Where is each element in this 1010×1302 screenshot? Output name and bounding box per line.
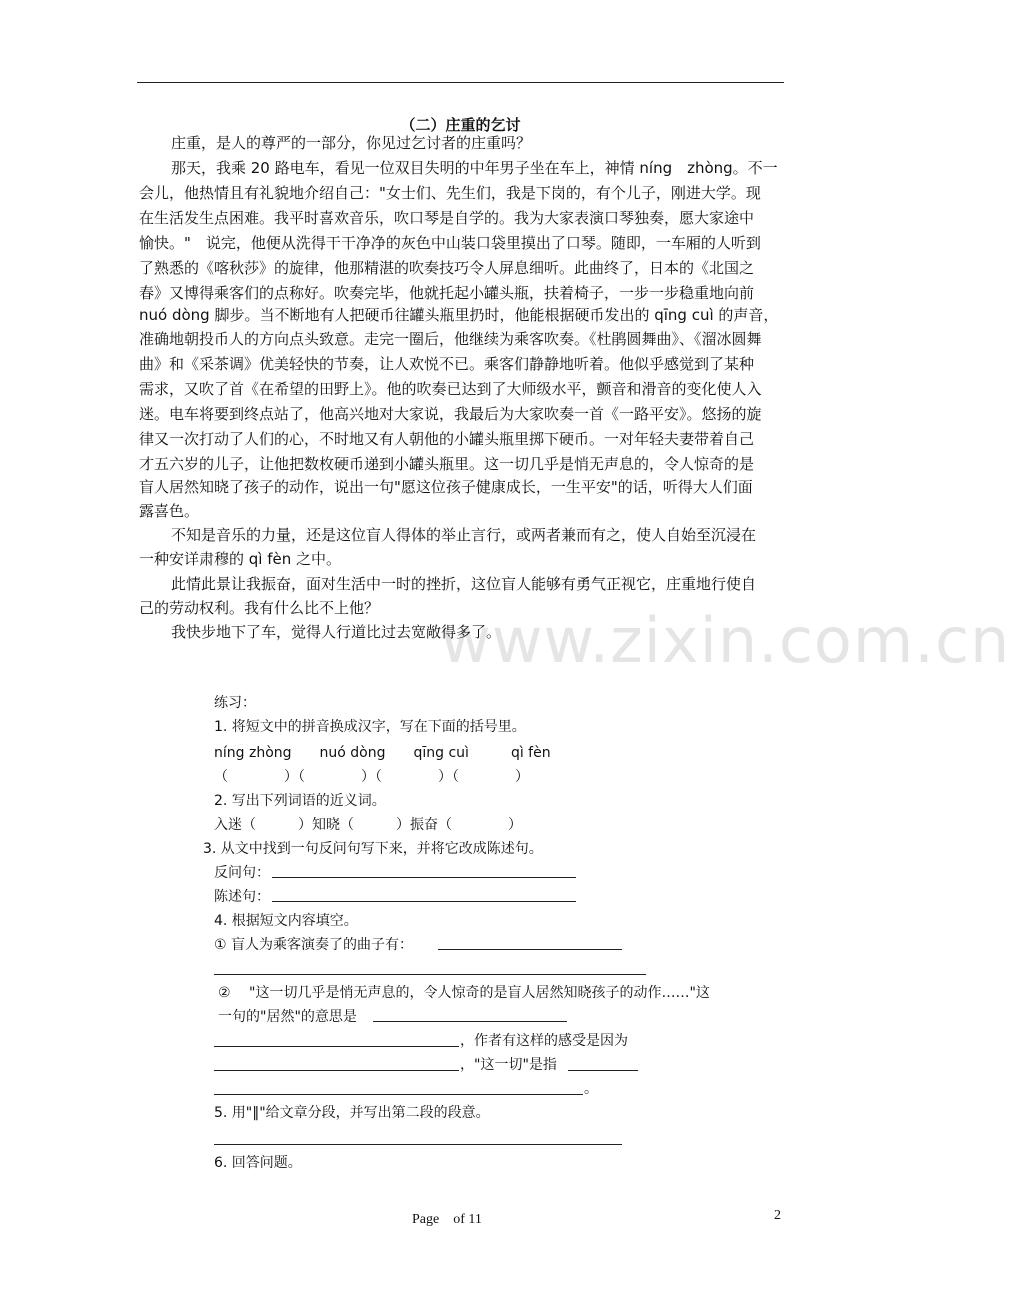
article-line: 此情此景让我振奋，面对生活中一时的挫折，这位盲人能够有勇气正视它，庄重地行使自 [171, 575, 757, 593]
question-4-item-2-reason: ，作者有这样的感受是因为 [460, 1033, 628, 1049]
question-3-declarative-blank[interactable] [272, 901, 576, 902]
question-1-answer-brackets[interactable]: （ ）（ ）（ ）（ ） [214, 769, 529, 785]
question-4-reason-blank-2[interactable] [214, 1070, 459, 1071]
question-3: 3. 从文中找到一句反问句写下来，并将它改成陈述句。 [203, 841, 543, 857]
article-line: 己的劳动权利。我有什么比不上他？ [139, 599, 380, 617]
question-4-refers-blank-2[interactable] [214, 1094, 583, 1095]
page-label: Page of 11 [412, 1212, 482, 1227]
question-4: 4. 根据短文内容填空。 [214, 913, 358, 929]
article-line: 庄重，是人的尊严的一部分，你见过乞讨者的庄重吗？ [171, 134, 532, 152]
article-line: 我快步地下了车，觉得人行道比过去宽敞得多了。 [171, 623, 502, 641]
article-line: 那天，我乘 20 路电车，看见一位双目失明的中年男子坐在车上，神情 níng zhòng。不一 [171, 159, 778, 177]
question-3-rhetorical-label: 反问句： [214, 865, 270, 881]
article-line: 才五六岁的儿子，让他把数枚硬币递到小罐头瓶里。这一切几乎是悄无声息的，令人惊奇的是 [139, 455, 755, 473]
article-line: 春》又博得乘客们的点称好。吹奏完毕，他就托起小罐头瓶，扶着椅子，一步一步稳重地向前 [139, 284, 755, 302]
article-line: 了熟悉的《喀秋莎》的旋律，他那精湛的吹奏技巧令人屏息细听。此曲终了，日本的《北国之 [139, 259, 755, 277]
article-line: nuó dòng 脚步。当不断地有人把硬币往罐头瓶里扔时，他能根据硬币发出的 qīng cuì 的声音， [139, 306, 779, 324]
question-4-reason-blank-1[interactable] [214, 1046, 459, 1047]
article-title: （二）庄重的乞讨 [400, 116, 521, 134]
question-2-items[interactable]: 入迷（ ）知晓（ ）振奋（ ） [214, 817, 522, 833]
article-line: 准确地朝投币人的方向点头致意。走完一圈后，他继续为乘客吹奏。《杜鹃圆舞曲》、《溜冰圆舞 [139, 330, 762, 348]
question-6: 6. 回答问题。 [214, 1155, 302, 1171]
article-line: 在生活发生点困难。我平时喜欢音乐，吹口琴是自学的。我为大家表演口琴独奏，愿大家途中 [139, 209, 755, 227]
question-4-item-1-blank-2[interactable] [214, 974, 646, 975]
question-4-meaning-blank[interactable] [373, 1021, 567, 1022]
question-4-item-1-blank[interactable] [438, 949, 622, 950]
question-4-period: 。 [584, 1081, 598, 1097]
question-1-pinyin: níng zhòng nuó dòng qīng cuì qì fèn [214, 745, 551, 761]
article-line: 露喜色。 [139, 502, 200, 520]
question-5-blank[interactable] [214, 1144, 622, 1145]
article-line: 一种安详肃穆的 qì fèn 之中。 [139, 550, 342, 568]
header-rule [137, 82, 784, 83]
article-line: 迷。电车将要到终点站了，他高兴地对大家说，我最后为大家吹奏一首《一路平安》。悠扬的旋 [139, 405, 762, 423]
article-line: 盲人居然知晓了孩子的动作，说出一句"愿这位孩子健康成长，一生平安"的话，听得大人们面 [139, 478, 753, 496]
article-line: 曲》和《采茶调》优美轻快的节奏，让人欢悦不已。乘客们静静地听着。他似乎感觉到了某种 [139, 355, 755, 373]
question-1: 1. 将短文中的拼音换成汉字，写在下面的括号里。 [214, 719, 526, 735]
question-4-item-2: ② "这一切几乎是悄无声息的，令人惊奇的是盲人居然知晓孩子的动作……"这 [218, 985, 710, 1001]
article-line: 愉快。" 说完，他便从洗得干干净净的灰色中山装口袋里摸出了口琴。随即，一车厢的人听到 [139, 234, 761, 252]
question-5: 5. 用"‖"给文章分段，并写出第二段的段意。 [214, 1105, 490, 1121]
question-4-item-1: ① 盲人为乘客演奏了的曲子有： [214, 937, 414, 953]
exercise-heading: 练习： [214, 695, 256, 711]
article-line: 不知是音乐的力量，还是这位盲人得体的举止言行，或两者兼而有之，使人自始至沉浸在 [171, 526, 757, 544]
question-4-item-2-refers: ，"这一切"是指 [460, 1057, 557, 1073]
question-2: 2. 写出下列词语的近义词。 [214, 793, 386, 809]
article-line: 会儿，他热情且有礼貌地介绍自己："女士们、先生们，我是下岗的，有个儿子，刚进大学。现 [139, 184, 761, 202]
article-line: 律又一次打动了人们的心，不时地又有人朝他的小罐头瓶里掷下硬币。一对年轻夫妻带着自己 [139, 430, 755, 448]
article-line: 需求，又吹了首《在希望的田野上》。他的吹奏已达到了大师级水平，颤音和滑音的变化使人入 [139, 380, 762, 398]
question-3-rhetorical-blank[interactable] [272, 877, 576, 878]
watermark: www.zixin.com.cn [440, 604, 1010, 677]
question-4-refers-blank-1[interactable] [568, 1070, 638, 1071]
question-4-item-2-meaning: 一句的"居然"的意思是 [218, 1009, 357, 1025]
question-3-declarative-label: 陈述句： [214, 889, 270, 905]
page-number: 2 [774, 1208, 781, 1223]
